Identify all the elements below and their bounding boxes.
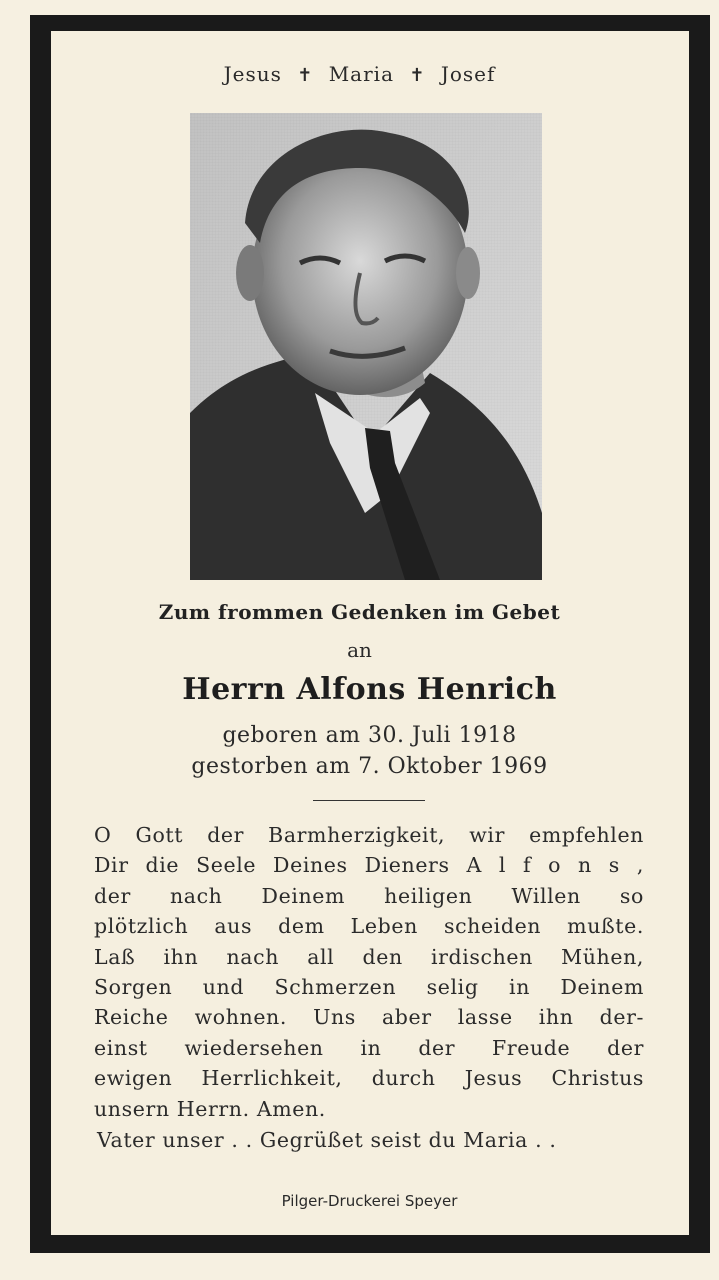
portrait-photo xyxy=(190,113,542,580)
closing-prayers: Vater unser . . Gegrüßet seist du Maria . . xyxy=(97,1128,557,1152)
cross-icon: ✝ xyxy=(297,65,314,86)
prayer-line: Dir die Seele Deines Dieners A l f o n s , xyxy=(94,853,644,878)
prayer-line: plötzlich aus dem Leben scheiden mußte. xyxy=(94,914,644,939)
header-josef: Josef xyxy=(440,62,496,86)
prayer-line: unsern Herrn. Amen. xyxy=(94,1096,326,1121)
header-invocation xyxy=(0,62,719,86)
deceased-name: Herrn Alfons Henrich xyxy=(182,672,557,707)
divider-line xyxy=(313,800,425,801)
header-maria: Maria xyxy=(328,62,394,86)
prayer-line: Reiche wohnen. Uns aber lasse ihn der- xyxy=(94,1005,644,1030)
prayer-line: der nach Deinem heiligen Willen so xyxy=(94,883,644,908)
prayer-line: ewigen Herrlichkeit, durch Jesus Christus xyxy=(94,1066,644,1091)
prayer-line: O Gott der Barmherzigkeit, wir empfehlen xyxy=(94,823,644,847)
header-jesus: Jesus xyxy=(223,62,282,86)
prayer-line: einst wiedersehen in der Freude der xyxy=(94,1035,644,1060)
prayer-text xyxy=(94,820,644,1124)
death-date: gestorben am 7. Oktober 1969 xyxy=(191,754,548,779)
birth-date: geboren am 30. Juli 1918 xyxy=(222,723,517,748)
prayer-line: Sorgen und Schmerzen selig in Deinem xyxy=(94,974,644,999)
printer-imprint: Pilger-Druckerei Speyer xyxy=(281,1192,458,1210)
cross-icon: ✝ xyxy=(409,65,426,86)
preposition-an: an xyxy=(347,638,372,662)
memorial-heading: Zum frommen Gedenken im Gebet xyxy=(158,600,561,624)
prayer-line: Laß ihn nach all den irdischen Mühen, xyxy=(94,944,644,969)
